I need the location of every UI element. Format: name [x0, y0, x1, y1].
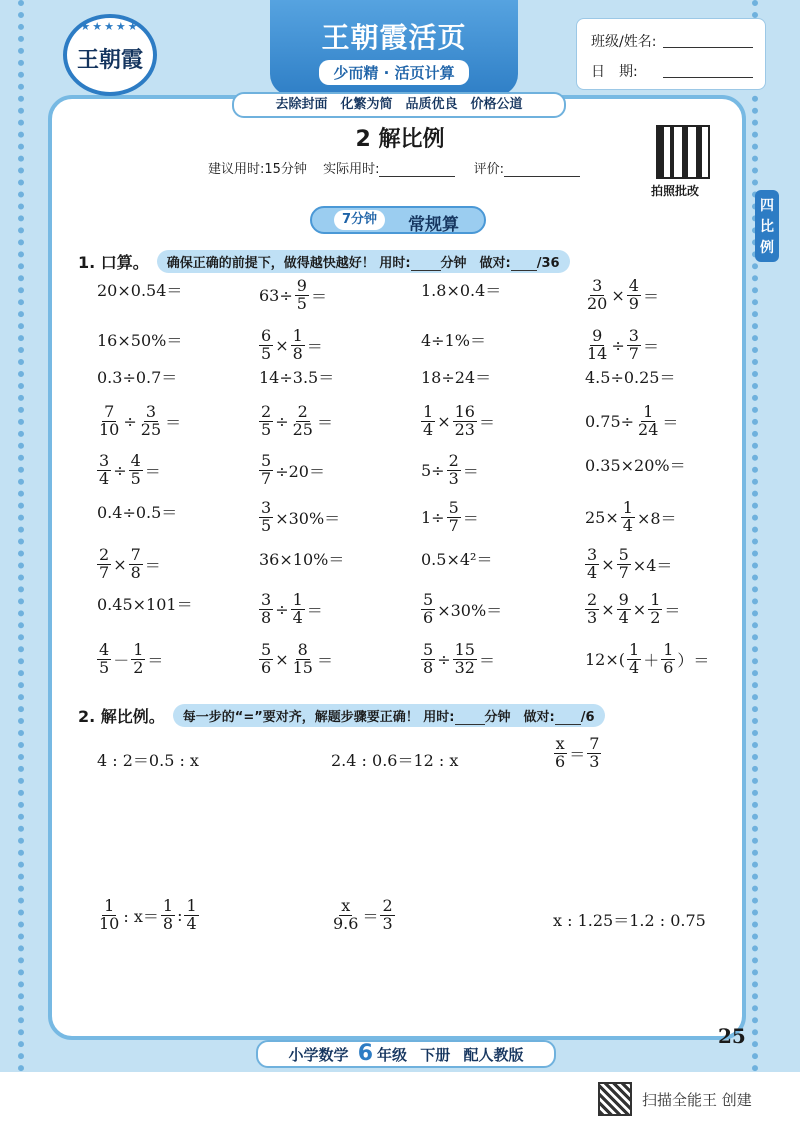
- question-2-title: 2. 解比例。: [78, 707, 165, 726]
- fraction-denominator: 7: [448, 515, 459, 535]
- section-header: [310, 206, 486, 234]
- fraction: [627, 278, 641, 313]
- expr-text: 4.5÷0.25＝: [585, 368, 676, 387]
- fraction: [648, 592, 662, 627]
- expr-text: 0.4÷0.5＝: [97, 503, 178, 522]
- mental-math-item: [420, 328, 487, 351]
- fraction-numerator: 1: [104, 896, 115, 915]
- actual-time-field[interactable]: [379, 176, 455, 177]
- fraction-numerator: 15: [454, 640, 475, 659]
- question-1-title: 1. 口算。: [78, 253, 149, 272]
- expr-text: 5÷: [421, 460, 445, 480]
- fraction-denominator: 8: [130, 562, 141, 582]
- fraction: [553, 736, 567, 771]
- fraction: [129, 453, 143, 488]
- fraction-numerator: 3: [592, 276, 603, 295]
- fraction: [139, 404, 163, 439]
- expr-text: 4÷1%＝: [421, 331, 486, 350]
- fraction: [453, 642, 477, 677]
- expr-text: ×: [113, 554, 127, 574]
- footer-grade-number: 6: [357, 1041, 374, 1066]
- fraction-numerator: 5: [448, 498, 459, 517]
- mental-math-item: [96, 642, 164, 677]
- mental-math-item: [420, 453, 480, 488]
- expr-text: ÷: [275, 411, 289, 431]
- fraction-numerator: 6: [261, 326, 272, 345]
- fraction-denominator: 25: [140, 419, 162, 439]
- expr-text: 1÷: [421, 507, 445, 527]
- fraction-denominator: 7: [628, 343, 639, 363]
- actual-time-label: 实际用时:: [323, 162, 380, 177]
- fraction: [585, 328, 609, 363]
- expr-text: ×30%＝: [275, 508, 341, 528]
- proportion-problem: [330, 748, 459, 771]
- expr-text: ＝: [144, 461, 161, 481]
- fraction-numerator: 1: [650, 590, 661, 609]
- expr-text: 0.35×20%＝: [585, 456, 686, 475]
- expr-text: ＝: [664, 600, 681, 620]
- fraction-denominator: 2: [133, 657, 144, 677]
- fraction-denominator: 5: [296, 293, 307, 313]
- mental-math-item: [584, 642, 710, 677]
- fraction-numerator: 3: [587, 545, 598, 564]
- fraction-numerator: 1: [292, 590, 303, 609]
- fraction-denominator: 3: [589, 751, 600, 771]
- mental-math-item: [584, 453, 687, 476]
- proportion-problem: [552, 736, 602, 771]
- mental-math-item: [420, 365, 492, 388]
- fraction: [131, 642, 145, 677]
- class-name-field[interactable]: [663, 47, 753, 48]
- expr-text: ÷: [113, 460, 127, 480]
- fraction: [259, 453, 273, 488]
- expr-text: 36×10%＝: [259, 550, 345, 569]
- mental-math-item: [584, 500, 678, 535]
- fraction: [259, 500, 273, 535]
- expr-text: ×: [632, 599, 647, 619]
- brand-banner: [270, 0, 518, 96]
- proportion-problem: [96, 898, 200, 933]
- fraction-numerator: x: [555, 734, 565, 753]
- mental-math-item: [258, 278, 328, 313]
- fraction: [585, 547, 599, 582]
- mental-math-item: [258, 500, 341, 535]
- fraction-denominator: 15: [292, 657, 313, 677]
- question-2-hint: [173, 704, 605, 727]
- expr-text: ＝: [478, 650, 495, 670]
- fraction-numerator: 2: [99, 545, 110, 564]
- expr-text: x : 1.25＝1.2 : 0.75: [553, 911, 706, 930]
- brand-title: 王朝霞活页: [321, 21, 467, 54]
- fraction: [453, 404, 477, 439]
- fraction: [291, 642, 315, 677]
- fraction: [97, 898, 121, 933]
- fraction-numerator: 5: [423, 590, 434, 609]
- expr-text: ＝: [316, 412, 333, 432]
- fraction: [447, 453, 461, 488]
- fraction-denominator: 5: [261, 419, 272, 439]
- fraction-denominator: 4: [629, 657, 640, 677]
- fraction: [421, 642, 435, 677]
- fraction: [291, 592, 305, 627]
- fraction: [617, 592, 631, 627]
- expr-text: ＝: [306, 600, 323, 620]
- student-info-box: [576, 18, 766, 90]
- date-label: 日 期:: [591, 64, 638, 80]
- fraction-denominator: 6: [663, 657, 674, 677]
- fraction: [97, 453, 111, 488]
- fraction: [97, 404, 121, 439]
- expr-text: 16×50%＝: [97, 331, 183, 350]
- rating-field[interactable]: [504, 176, 580, 177]
- expr-text: ＝: [165, 412, 182, 432]
- fraction-numerator: 3: [99, 451, 110, 470]
- fraction-numerator: 3: [628, 326, 639, 345]
- section-time: 7分钟: [334, 210, 385, 230]
- brand-logo: [63, 14, 157, 96]
- fraction-numerator: 1: [423, 402, 434, 421]
- expr-text: ＝: [310, 286, 327, 306]
- fraction-denominator: 4: [99, 468, 110, 488]
- expr-text: 0.3÷0.7＝: [97, 368, 178, 387]
- expr-text: ×4＝: [632, 555, 673, 575]
- expr-text: ＝: [642, 336, 659, 356]
- fraction: [129, 547, 143, 582]
- fraction-denominator: 7: [618, 562, 629, 582]
- fraction-numerator: 7: [130, 545, 141, 564]
- fraction-numerator: 1: [629, 640, 640, 659]
- expr-text: 0.45×101＝: [97, 595, 193, 614]
- mental-math-item: [96, 500, 178, 523]
- expr-text: ＝: [478, 412, 495, 432]
- mental-math-item: [584, 365, 676, 388]
- fraction-denominator: 8: [261, 607, 272, 627]
- mental-math-item: [420, 592, 503, 627]
- lesson-title: 2 解比例: [355, 127, 445, 152]
- question-1-hint-text: 确保正确的前提下，做得越快越好！ 用时:: [166, 256, 411, 271]
- mental-math-item: [258, 453, 326, 488]
- expr-text: ×: [275, 649, 289, 669]
- mental-math-item: [96, 328, 183, 351]
- slogan-banner: 去除封面 化繁为简 品质优良 价格公道: [232, 92, 566, 118]
- fraction-numerator: 7: [589, 734, 600, 753]
- expr-text: ×: [601, 554, 615, 574]
- fraction: [259, 404, 273, 439]
- photo-grading-label: 拍照批改: [651, 184, 700, 198]
- fraction-numerator: 9: [618, 590, 629, 609]
- date-field[interactable]: [663, 77, 753, 78]
- expr-text: ÷: [123, 411, 137, 431]
- mental-math-item: [420, 500, 480, 535]
- fraction: [184, 898, 198, 933]
- fraction-denominator: 25: [292, 419, 313, 439]
- fraction-denominator: 6: [261, 657, 272, 677]
- expr-text: ×: [611, 285, 625, 305]
- expr-text: 0.5×4²＝: [421, 550, 493, 569]
- fraction-denominator: 5: [130, 468, 141, 488]
- fraction-denominator: 7: [99, 562, 110, 582]
- footer-subject: 小学数学: [288, 1046, 349, 1064]
- fraction-denominator: 23: [454, 419, 475, 439]
- qr-code-icon[interactable]: [656, 125, 710, 179]
- expr-text: ＝: [642, 286, 659, 306]
- fraction-numerator: 2: [297, 402, 308, 421]
- logo-text: 王朝霞: [76, 47, 143, 73]
- question-1-time-field[interactable]: [411, 270, 441, 271]
- fraction: [161, 898, 175, 933]
- fraction-denominator: 4: [186, 913, 197, 933]
- fraction-denominator: 4: [587, 562, 598, 582]
- mental-math-item: [584, 328, 660, 363]
- expr-text: :: [177, 905, 183, 925]
- fraction-numerator: 5: [261, 640, 272, 659]
- fraction-numerator: 3: [145, 402, 157, 421]
- fraction-numerator: 1: [643, 402, 654, 421]
- mental-math-item: [258, 365, 335, 388]
- expr-text: ＝: [306, 336, 323, 356]
- section-label: 常规算: [408, 215, 459, 235]
- mental-math-item: [258, 592, 324, 627]
- lesson-time-info: [208, 158, 618, 177]
- question-1-correct-field[interactable]: [511, 270, 537, 271]
- fraction-denominator: 4: [423, 419, 434, 439]
- mental-math-item: [584, 404, 679, 439]
- fraction-numerator: 5: [423, 640, 434, 659]
- fraction: [421, 592, 435, 627]
- mental-math-item: [420, 278, 502, 301]
- fraction: [97, 642, 111, 677]
- expr-text: ＝: [316, 650, 333, 670]
- fraction-numerator: 3: [261, 498, 272, 517]
- proportion-problem: [552, 908, 707, 931]
- expr-text: ×: [275, 335, 289, 355]
- fraction-denominator: 32: [454, 657, 475, 677]
- question-2-total: /6: [580, 710, 595, 725]
- fraction-denominator: 9.6: [333, 913, 359, 933]
- fraction-numerator: 4: [628, 276, 639, 295]
- question-2-hint-text: 每一步的“=”要对齐，解题步骤要正确！ 用时:: [182, 710, 455, 725]
- expr-text: 63÷: [259, 285, 293, 305]
- question-2-hint-unit: 分钟 做对:: [484, 710, 555, 725]
- fraction-numerator: 1: [622, 498, 633, 517]
- fraction-numerator: 5: [618, 545, 629, 564]
- fraction-numerator: 3: [261, 590, 272, 609]
- fraction: [259, 328, 273, 363]
- fraction-numerator: 1: [133, 640, 144, 659]
- fraction: [259, 642, 273, 677]
- fraction-denominator: 6: [423, 607, 434, 627]
- expr-text: ÷: [437, 649, 451, 669]
- mental-math-item: [258, 547, 345, 570]
- mental-math-item: [258, 404, 334, 439]
- expr-text: ÷20＝: [275, 461, 325, 481]
- fraction: [585, 592, 599, 627]
- fraction-denominator: 10: [99, 419, 120, 439]
- fraction-denominator: 5: [261, 343, 272, 363]
- fraction-numerator: 2: [448, 451, 459, 470]
- expr-text: ÷: [611, 335, 625, 355]
- question-2-header: [78, 704, 605, 727]
- fraction: [621, 500, 635, 535]
- fraction-denominator: 4: [292, 607, 303, 627]
- proportion-problem: [330, 898, 396, 933]
- question-1-total: /36: [536, 256, 560, 271]
- mental-math-item: [96, 592, 194, 615]
- fraction-denominator: 14: [587, 343, 608, 363]
- fraction-denominator: 3: [448, 468, 459, 488]
- expr-text: ＋: [643, 650, 660, 670]
- fraction-denominator: 4: [618, 607, 629, 627]
- scanner-text: 扫描全能王 创建: [642, 1090, 752, 1109]
- fraction-numerator: 4: [130, 451, 141, 470]
- class-name-label: 班级/姓名:: [591, 34, 657, 50]
- fraction-numerator: 5: [261, 451, 272, 470]
- mental-math-item: [584, 278, 660, 313]
- fraction-numerator: 1: [162, 896, 174, 915]
- fraction-denominator: 6: [555, 751, 566, 771]
- fraction-numerator: x: [341, 896, 351, 915]
- mental-math-item: [584, 592, 681, 627]
- footer-book-info: [256, 1040, 556, 1068]
- rating-label: 评价:: [473, 162, 504, 177]
- fraction: [331, 898, 360, 933]
- expr-text: 20×0.54＝: [97, 281, 183, 300]
- footer-volume: 下册: [420, 1046, 451, 1064]
- fraction-denominator: 5: [261, 515, 272, 535]
- fraction-denominator: 5: [99, 657, 110, 677]
- fraction-denominator: 2: [650, 607, 661, 627]
- mental-math-item: [420, 404, 496, 439]
- fraction: [291, 404, 315, 439]
- mental-math-item: [96, 453, 162, 488]
- fraction: [585, 278, 609, 313]
- fraction: [661, 642, 675, 677]
- chapter-side-tab: 四比例: [755, 190, 779, 262]
- expr-text: 1.8×0.4＝: [421, 281, 502, 300]
- fraction: [617, 547, 631, 582]
- fraction: [291, 328, 305, 363]
- mental-math-item: [258, 328, 324, 363]
- mental-math-item: [96, 365, 178, 388]
- fraction-numerator: 8: [297, 640, 308, 659]
- expr-text: 4 : 2＝0.5 : x: [97, 751, 199, 770]
- mental-math-item: [96, 278, 183, 301]
- expr-text: 0.75÷: [585, 411, 635, 431]
- expr-text: ×30%＝: [437, 600, 503, 620]
- fraction: [259, 592, 273, 627]
- expr-text: ÷: [275, 599, 289, 619]
- fraction: [636, 404, 660, 439]
- question-2-correct-field[interactable]: [555, 724, 581, 725]
- question-2-time-field[interactable]: [455, 724, 485, 725]
- fraction-numerator: 1: [663, 640, 674, 659]
- fraction-denominator: 8: [292, 343, 303, 363]
- fraction-numerator: 1: [292, 326, 303, 345]
- fraction-denominator: 10: [99, 913, 120, 933]
- expr-text: 25×: [585, 507, 619, 527]
- scanner-watermark: [598, 1082, 752, 1116]
- fraction-denominator: 20: [587, 293, 608, 313]
- fraction-denominator: 9: [628, 293, 639, 313]
- expr-text: ×: [437, 411, 451, 431]
- mental-math-item: [420, 642, 496, 677]
- fraction: [421, 404, 435, 439]
- fraction-numerator: 16: [454, 402, 475, 421]
- fraction: [587, 736, 601, 771]
- mental-math-item: [584, 547, 673, 582]
- expr-text: : x＝: [123, 906, 159, 926]
- expr-text: ）＝: [677, 650, 710, 670]
- fraction-denominator: 4: [622, 515, 633, 535]
- star-icon: ★★★★★: [80, 20, 140, 33]
- mental-math-item: [96, 547, 162, 582]
- mental-math-item: [258, 642, 334, 677]
- expr-text: 12×(: [585, 649, 626, 669]
- scanner-qr-icon: [598, 1082, 632, 1116]
- mental-math-item: [96, 404, 182, 439]
- question-1-hint-unit: 分钟 做对:: [440, 256, 511, 271]
- fraction: [447, 500, 461, 535]
- fraction-denominator: 3: [587, 607, 598, 627]
- fraction: [97, 547, 111, 582]
- expr-text: ＝: [569, 744, 586, 764]
- fraction-numerator: 1: [186, 896, 197, 915]
- page-number: 25: [718, 1024, 746, 1048]
- brand-subtitle: 少而精 · 活页计算: [319, 60, 468, 85]
- expr-text: ＝: [362, 906, 379, 926]
- expr-text: ＝: [147, 650, 164, 670]
- fraction-numerator: 2: [261, 402, 272, 421]
- expr-text: ×: [601, 599, 615, 619]
- fraction-numerator: 7: [104, 402, 115, 421]
- suggested-time: 建议用时:15分钟: [208, 162, 307, 177]
- fraction: [627, 642, 641, 677]
- fraction-numerator: 9: [592, 326, 603, 345]
- expr-text: ＝: [462, 508, 479, 528]
- fraction: [295, 278, 309, 313]
- proportion-problem: [96, 748, 200, 771]
- fraction-numerator: 2: [382, 896, 393, 915]
- question-1-hint: [157, 250, 570, 273]
- expr-text: 14÷3.5＝: [259, 368, 335, 387]
- expr-text: ＝: [662, 412, 679, 432]
- expr-text: ＝: [462, 461, 479, 481]
- fraction-denominator: 3: [382, 913, 393, 933]
- footer-grade-suffix: 年级: [377, 1046, 408, 1064]
- fraction-numerator: 9: [296, 276, 307, 295]
- expr-text: 18÷24＝: [421, 368, 492, 387]
- footer-edition: 配人教版: [463, 1046, 524, 1064]
- fraction-numerator: 2: [587, 590, 598, 609]
- fraction-denominator: 7: [261, 468, 272, 488]
- question-1-header: [78, 250, 570, 273]
- fraction-denominator: 24: [638, 419, 659, 439]
- fraction-numerator: 4: [99, 640, 110, 659]
- expr-text: 2.4 : 0.6＝12 : x: [331, 751, 459, 770]
- fraction: [380, 898, 394, 933]
- mental-math-item: [420, 547, 493, 570]
- expr-text: ×8＝: [636, 508, 677, 528]
- expr-text: ＝: [144, 555, 161, 575]
- fraction: [627, 328, 641, 363]
- fraction-denominator: 8: [423, 657, 434, 677]
- expr-text: －: [113, 650, 130, 670]
- fraction-denominator: 8: [162, 913, 174, 933]
